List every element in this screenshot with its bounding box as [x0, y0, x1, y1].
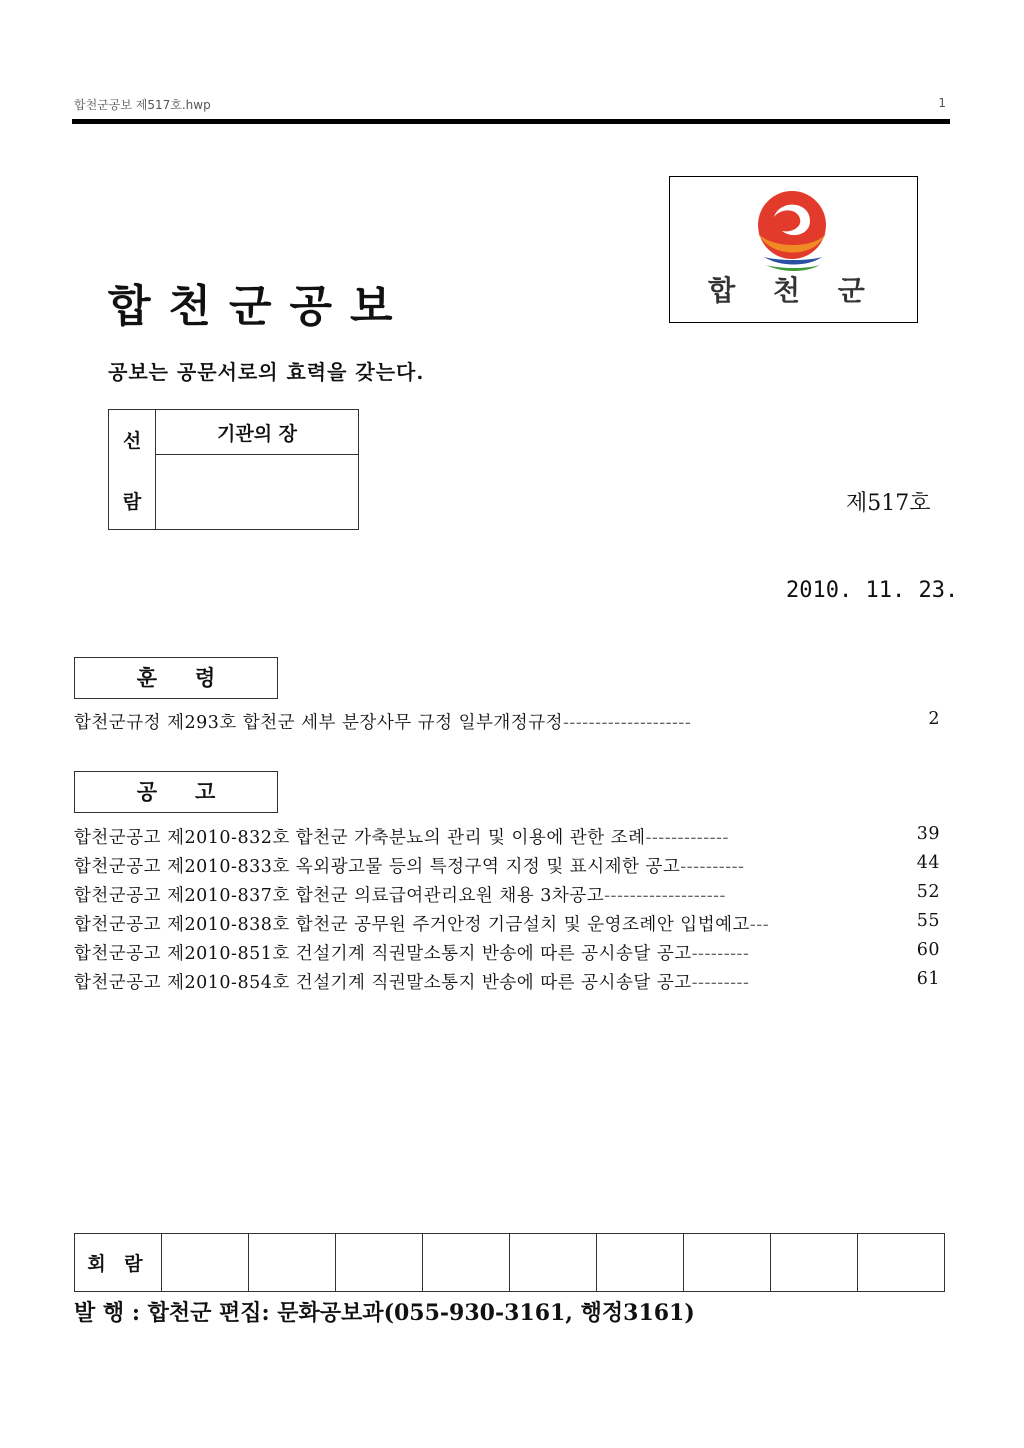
- toc-item-page: 2: [928, 709, 940, 729]
- issue-number: 제517호: [846, 491, 931, 516]
- circulation-cell: [858, 1234, 945, 1292]
- running-header-file: 합천군공보 제517호.hwp: [74, 98, 211, 112]
- toc-item[interactable]: [74, 824, 940, 852]
- review-side-bottom: 람: [122, 490, 142, 513]
- circulation-table: [74, 1233, 945, 1292]
- review-side-top: 선: [122, 429, 142, 452]
- section-header-gonggo: 공고: [74, 771, 278, 813]
- toc-item[interactable]: [74, 911, 940, 939]
- toc-item[interactable]: [74, 853, 940, 881]
- review-signature-cell: [156, 455, 359, 530]
- gazette-subtitle: 공보는 공문서로의 효력을 갖는다.: [108, 360, 425, 384]
- header-rule: [72, 119, 950, 124]
- county-logo: [669, 176, 918, 323]
- review-side-label: [109, 410, 156, 530]
- logo-text: 합 천 군: [708, 274, 879, 307]
- toc-item-title: 합천군공고 제2010-854호 건설기계 직권말소통지 반송에 따른 공시송달 공고: [74, 973, 692, 993]
- circulation-cell: [162, 1234, 249, 1292]
- circulation-cell: [510, 1234, 597, 1292]
- toc-item-title: 합천군공고 제2010-833호 옥외광고물 등의 특정구역 지정 및 표시제한 공고: [74, 857, 681, 877]
- toc-item-title: 합천군공고 제2010-851호 건설기계 직권말소통지 반송에 따른 공시송달 공고: [74, 944, 692, 964]
- toc-leader: -------------: [645, 828, 729, 848]
- toc-item-title: 합천군공고 제2010-832호 합천군 가축분뇨의 관리 및 이용에 관한 조례: [74, 828, 646, 848]
- toc-item-page: 55: [916, 911, 940, 931]
- issue-date: 2010. 11. 23.: [786, 578, 959, 603]
- toc-item-page: 39: [916, 824, 940, 844]
- gazette-title: 합천군공보: [108, 281, 411, 332]
- toc-leader: ---------: [691, 973, 750, 993]
- toc-item-page: 60: [916, 940, 940, 960]
- publisher-info: 발 행 : 합천군 편집: 문화공보과(055-930-3161, 행정3161): [74, 1300, 695, 1326]
- review-table: [108, 409, 359, 530]
- toc-item-page: 61: [916, 969, 940, 989]
- toc-item-page: 44: [916, 853, 940, 873]
- circulation-cell: [684, 1234, 771, 1292]
- toc-item-title: 합천군공고 제2010-837호 합천군 의료급여관리요원 채용 3차공고: [74, 886, 605, 906]
- toc-item-title: 합천군공고 제2010-838호 합천군 공무원 주거안정 기금설치 및 운영조례안 입법예고: [74, 915, 750, 935]
- running-header-page: 1: [938, 96, 946, 110]
- toc-item-page: 52: [916, 882, 940, 902]
- toc-leader: --------------------: [563, 713, 692, 733]
- toc-item[interactable]: [74, 969, 940, 997]
- circulation-cell: [336, 1234, 423, 1292]
- toc-item-title: 합천군규정 제293호 합천군 세부 분장사무 규정 일부개정규정: [74, 713, 563, 733]
- toc-leader: ---: [749, 915, 770, 935]
- toc-item[interactable]: [74, 940, 940, 968]
- section-header-hunryeong: 훈령: [74, 657, 278, 699]
- county-emblem-icon: [670, 177, 919, 277]
- toc-item[interactable]: [74, 709, 940, 737]
- review-head: 기관의 장: [156, 410, 359, 455]
- circulation-label: 회 람: [75, 1234, 162, 1292]
- toc-item[interactable]: [74, 882, 940, 910]
- circulation-cell: [249, 1234, 336, 1292]
- circulation-cell: [771, 1234, 858, 1292]
- toc-leader: -------------------: [604, 886, 726, 906]
- circulation-cell: [597, 1234, 684, 1292]
- circulation-cell: [423, 1234, 510, 1292]
- toc-leader: ---------: [691, 944, 750, 964]
- running-header: [74, 96, 950, 113]
- toc-leader: ----------: [680, 857, 745, 877]
